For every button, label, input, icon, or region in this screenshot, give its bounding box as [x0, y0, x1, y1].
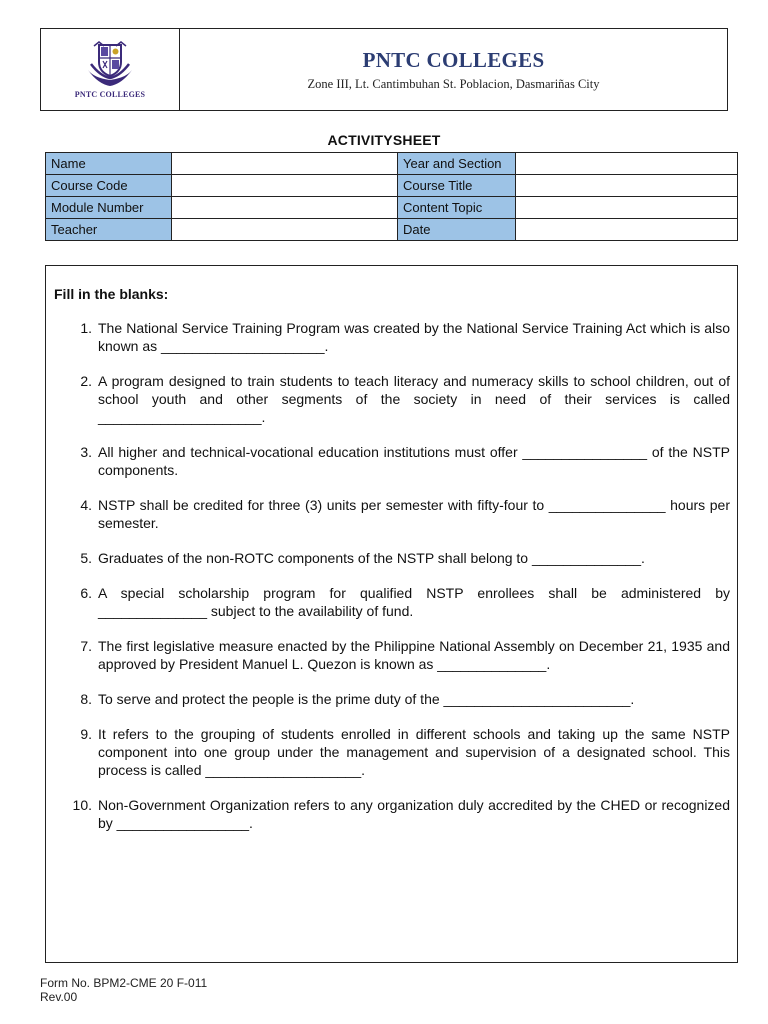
- module-number-label: Module Number: [46, 197, 172, 219]
- course-code-field[interactable]: [172, 175, 398, 197]
- course-title-label: Course Title: [398, 175, 516, 197]
- course-code-label: Course Code: [46, 175, 172, 197]
- question-item: [46, 319, 730, 355]
- college-crest-icon: [80, 40, 140, 88]
- question-item: [46, 584, 730, 620]
- question-text: NSTP shall be credited for three (3) units per semester with fifty-four to _______________ hours per semester.: [98, 497, 730, 531]
- logo-caption: PNTC COLLEGES: [74, 90, 146, 99]
- question-item: [46, 637, 730, 673]
- question-number: 6.: [80, 585, 92, 601]
- module-number-field[interactable]: [172, 197, 398, 219]
- question-number: 2.: [80, 373, 92, 389]
- question-text: All higher and technical-vocational education institutions must offer ________________ of the NSTP components.: [98, 444, 730, 478]
- activity-box: [45, 265, 738, 963]
- question-text: Graduates of the non-ROTC components of the NSTP shall belong to ______________.: [98, 550, 645, 566]
- question-item: [46, 372, 730, 426]
- logo-cell: [41, 29, 180, 110]
- question-item: [46, 443, 730, 479]
- question-text: It refers to the grouping of students enrolled in different schools and taking up the same NSTP component into one group under the management and supervision of a designated school. This process is called ____________________.: [98, 726, 730, 778]
- question-text: A program designed to train students to teach literacy and numeracy skills to school children, out of school youth and other segments of the society in need of their services is called _____________________.: [98, 373, 730, 425]
- college-name: PNTC COLLEGES: [362, 47, 545, 72]
- document-header: [40, 28, 728, 111]
- question-item: [46, 496, 730, 532]
- question-list: [46, 319, 730, 849]
- question-item: [46, 690, 730, 708]
- table-row: [46, 153, 738, 175]
- sheet-title: ACTIVITYSHEET: [327, 132, 441, 148]
- question-number: 4.: [80, 497, 92, 513]
- name-field[interactable]: [172, 153, 398, 175]
- name-label: Name: [46, 153, 172, 175]
- question-number: 5.: [80, 550, 92, 566]
- form-footer: [40, 976, 207, 1004]
- question-number: 1.: [80, 320, 92, 336]
- table-row: [46, 197, 738, 219]
- form-number: Form No. BPM2-CME 20 F-011: [40, 976, 208, 990]
- table-row: [46, 219, 738, 241]
- student-info-table: [45, 152, 738, 241]
- question-item: [46, 549, 730, 567]
- date-label: Date: [398, 219, 516, 241]
- instructions: Fill in the blanks:: [54, 286, 169, 302]
- date-field[interactable]: [516, 219, 738, 241]
- title-cell: [180, 29, 727, 110]
- question-text: The first legislative measure enacted by the Philippine National Assembly on December 21, 1935 and approved by President Manuel L. Quezon is known as ______________.: [98, 638, 730, 672]
- question-text: The National Service Training Program was created by the National Service Training Act which is also known as _____________________.: [98, 320, 730, 354]
- question-text: To serve and protect the people is the prime duty of the ________________________.: [98, 691, 635, 707]
- table-row: [46, 175, 738, 197]
- content-topic-label: Content Topic: [398, 197, 516, 219]
- question-text: Non-Government Organization refers to any organization duly accredited by the CHED or recognized by _________________.: [98, 797, 730, 831]
- teacher-label: Teacher: [46, 219, 172, 241]
- question-item: [46, 725, 730, 779]
- year-section-field[interactable]: [516, 153, 738, 175]
- question-number: 8.: [80, 691, 92, 707]
- question-number: 10.: [72, 797, 92, 813]
- question-text: A special scholarship program for qualified NSTP enrollees shall be administered by ______________ subject to the availability of fund.: [98, 585, 730, 619]
- content-topic-field[interactable]: [516, 197, 738, 219]
- question-number: 9.: [80, 726, 92, 742]
- course-title-field[interactable]: [516, 175, 738, 197]
- question-number: 7.: [80, 638, 92, 654]
- college-address: Zone III, Lt. Cantimbuhan St. Poblacion, Dasmariñas City: [307, 76, 600, 91]
- question-number: 3.: [80, 444, 92, 460]
- year-section-label: Year and Section: [398, 153, 516, 175]
- teacher-field[interactable]: [172, 219, 398, 241]
- revision: Rev.00: [40, 990, 78, 1004]
- question-item: [46, 796, 730, 832]
